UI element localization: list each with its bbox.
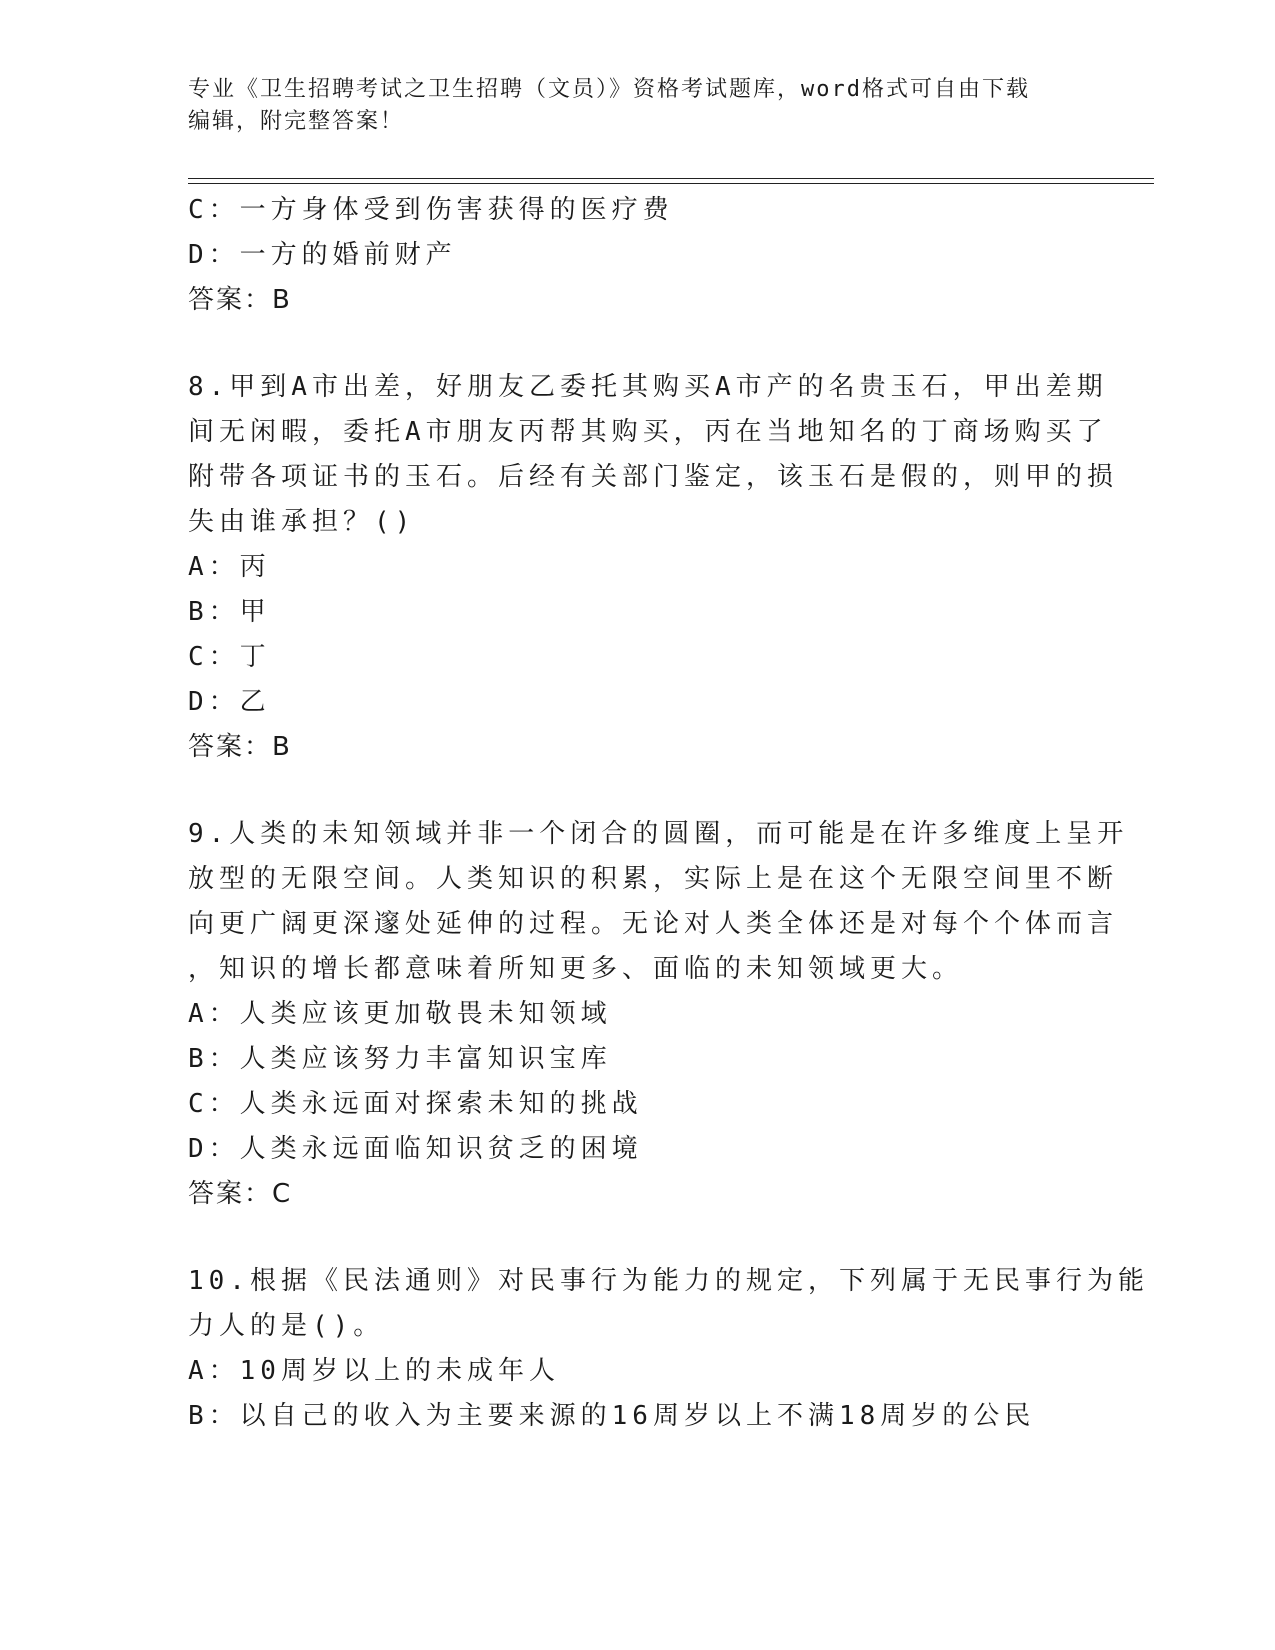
question-9 [188,812,1129,1217]
option-c: C：一方身体受到伤害获得的医疗费 [188,195,674,225]
question-stem-line: 失由谁承担？() [188,507,416,537]
header-rule-bottom [188,183,1154,184]
option-d: D：一方的婚前财产 [188,240,457,270]
question-stem-line: 向更广阔更深邃处延伸的过程。无论对人类全体还是对每个个体而言 [188,909,1119,939]
option-b: B：以自己的收入为主要来源的16周岁以上不满18周岁的公民 [188,1401,1036,1431]
question-stem-line: 9.人类的未知领域并非一个闭合的圆圈，而可能是在许多维度上呈开 [188,819,1129,849]
question-7-tail [188,188,1088,323]
question-stem-line: ，知识的增长都意味着所知更多、面临的未知领域更大。 [188,954,964,984]
option-c: C：人类永远面对探索未知的挑战 [188,1089,643,1119]
header-line-2: 编辑，附完整答案！ [188,109,405,134]
option-a: A：丙 [188,552,271,582]
option-a: A：10周岁以上的未成年人 [188,1356,560,1386]
page-header [188,74,1088,138]
answer-line: 答案：B [188,732,292,762]
answer-line: 答案：B [188,285,292,315]
question-stem-line: 附带各项证书的玉石。后经有关部门鉴定，该玉石是假的，则甲的损 [188,462,1119,492]
answer-line: 答案：C [188,1179,293,1209]
option-b: B：人类应该努力丰富知识宝库 [188,1044,612,1074]
question-stem-line: 10.根据《民法通则》对民事行为能力的规定，下列属于无民事行为能 [188,1266,1149,1296]
document-body [188,188,1149,1439]
header-rule-top [188,178,1154,179]
option-d: D：乙 [188,687,271,717]
question-stem-line: 放型的无限空间。人类知识的积累，实际上是在这个无限空间里不断 [188,864,1119,894]
option-a: A：人类应该更加敬畏未知领域 [188,999,612,1029]
option-d: D：人类永远面临知识贫乏的困境 [188,1134,643,1164]
question-stem-line: 力人的是()。 [188,1311,385,1341]
header-line-1: 专业《卫生招聘考试之卫生招聘（文员）》资格考试题库，word格式可自由下载 [188,77,1030,102]
question-8 [188,365,1119,770]
question-stem-line: 间无闲暇，委托A市朋友丙帮其购买，丙在当地知名的丁商场购买了 [188,417,1108,447]
option-c: C：丁 [188,642,271,672]
question-10 [188,1259,1149,1439]
option-b: B：甲 [188,597,271,627]
question-stem-line: 8.甲到A市出差，好朋友乙委托其购买A市产的名贵玉石，甲出差期 [188,372,1108,402]
